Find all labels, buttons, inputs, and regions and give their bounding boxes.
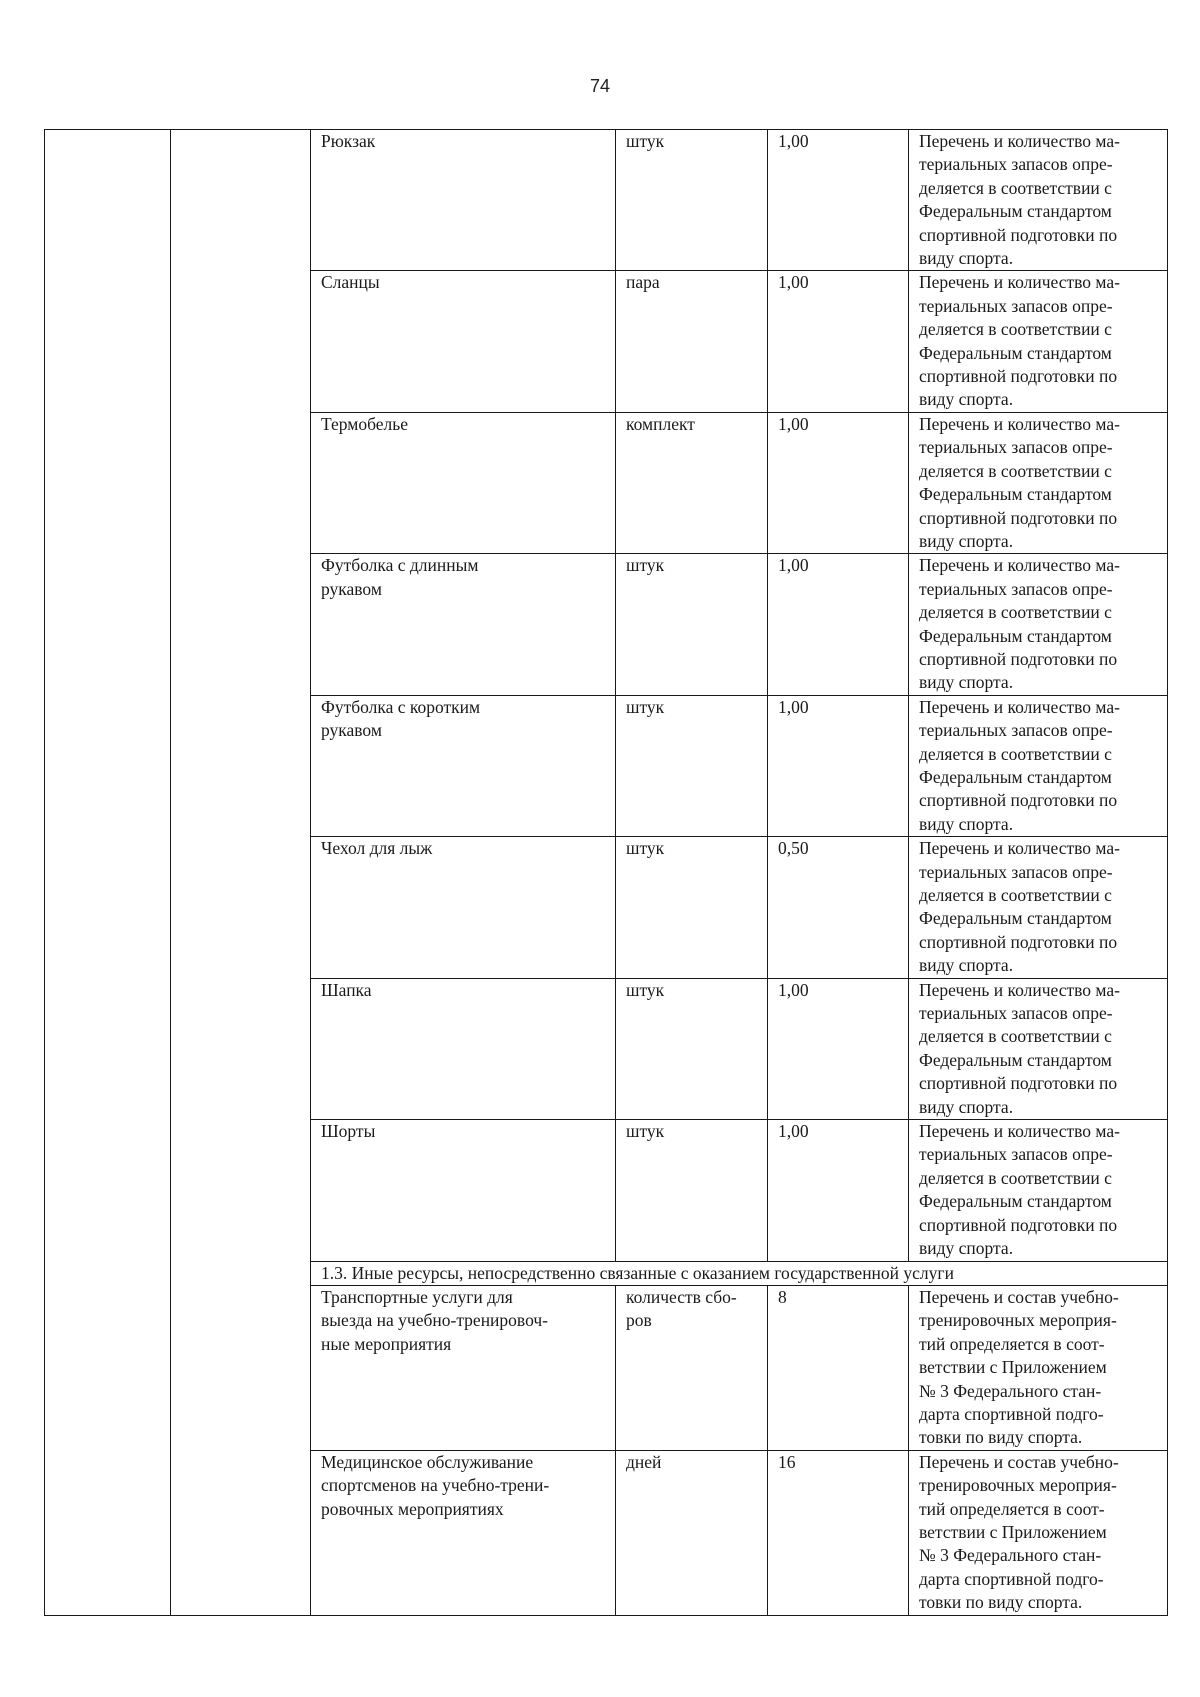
resource-name: Шапка	[311, 978, 616, 1119]
resource-name: Шорты	[311, 1120, 616, 1261]
resource-quantity: 1,00	[768, 695, 909, 836]
resource-note: Перечень и количество ма- териальных запасов опре- деляется в соответствии с Федеральным стандартом спортивной подготовки по виду спорта.	[909, 130, 1168, 271]
resource-unit: количеств сбо- ров	[616, 1285, 768, 1450]
resource-unit: штук	[616, 978, 768, 1119]
resource-unit: штук	[616, 554, 768, 695]
resource-note: Перечень и количество ма- териальных запасов опре- деляется в соответствии с Федеральным стандартом спортивной подготовки по виду спорта.	[909, 554, 1168, 695]
resource-quantity: 1,00	[768, 130, 909, 271]
resource-name: Чехол для лыж	[311, 837, 616, 978]
resource-quantity: 16	[768, 1450, 909, 1615]
resource-note: Перечень и количество ма- териальных запасов опре- деляется в соответствии с Федеральным стандартом спортивной подготовки по виду спорта.	[909, 695, 1168, 836]
resource-quantity: 1,00	[768, 1120, 909, 1261]
section-title: 1.3. Иные ресурсы, непосредственно связанные с оказанием государственной услуги	[311, 1261, 1168, 1285]
resource-name: Транспортные услуги для выезда на учебно-тренировоч- ные мероприятия	[311, 1285, 616, 1450]
resource-quantity: 1,00	[768, 978, 909, 1119]
resource-unit: штук	[616, 1120, 768, 1261]
resource-norms-table	[44, 129, 1168, 1616]
table-row	[45, 130, 1168, 271]
resource-note: Перечень и количество ма- териальных запасов опре- деляется в соответствии с Федеральным стандартом спортивной подготовки по виду спорта.	[909, 837, 1168, 978]
resource-unit: дней	[616, 1450, 768, 1615]
resource-unit: комплект	[616, 412, 768, 553]
resource-unit: штук	[616, 130, 768, 271]
resource-unit: пара	[616, 271, 768, 412]
resource-note: Перечень и количество ма- териальных запасов опре- деляется в соответствии с Федеральным стандартом спортивной подготовки по виду спорта.	[909, 271, 1168, 412]
resource-note: Перечень и состав учебно- тренировочных мероприя- тий определяется в соот- ветствии с Приложением № 3 Федерального стан- дарта спортивной подго- товки по виду спорта.	[909, 1450, 1168, 1615]
resource-note: Перечень и количество ма- териальных запасов опре- деляется в соответствии с Федеральным стандартом спортивной подготовки по виду спорта.	[909, 412, 1168, 553]
empty-cell	[45, 130, 171, 1616]
resource-name: Медицинское обслуживание спортсменов на учебно-трени- ровочных мероприятиях	[311, 1450, 616, 1615]
resource-quantity: 1,00	[768, 271, 909, 412]
empty-cell	[171, 130, 311, 1616]
resource-name: Футболка с длинным рукавом	[311, 554, 616, 695]
resource-unit: штук	[616, 837, 768, 978]
resource-name: Футболка с коротким рукавом	[311, 695, 616, 836]
resource-note: Перечень и состав учебно- тренировочных мероприя- тий определяется в соот- ветствии с Приложением № 3 Федерального стан- дарта спортивной подго- товки по виду спорта.	[909, 1285, 1168, 1450]
resource-note: Перечень и количество ма- териальных запасов опре- деляется в соответствии с Федеральным стандартом спортивной подготовки по виду спорта.	[909, 1120, 1168, 1261]
resource-name: Термобелье	[311, 412, 616, 553]
resource-unit: штук	[616, 695, 768, 836]
resource-quantity: 1,00	[768, 554, 909, 695]
page-number: 74	[589, 76, 611, 96]
resource-quantity: 1,00	[768, 412, 909, 553]
resource-quantity: 0,50	[768, 837, 909, 978]
resource-name: Сланцы	[311, 271, 616, 412]
resource-note: Перечень и количество ма- териальных запасов опре- деляется в соответствии с Федеральным стандартом спортивной подготовки по виду спорта.	[909, 978, 1168, 1119]
resource-quantity: 8	[768, 1285, 909, 1450]
resource-name: Рюкзак	[311, 130, 616, 271]
